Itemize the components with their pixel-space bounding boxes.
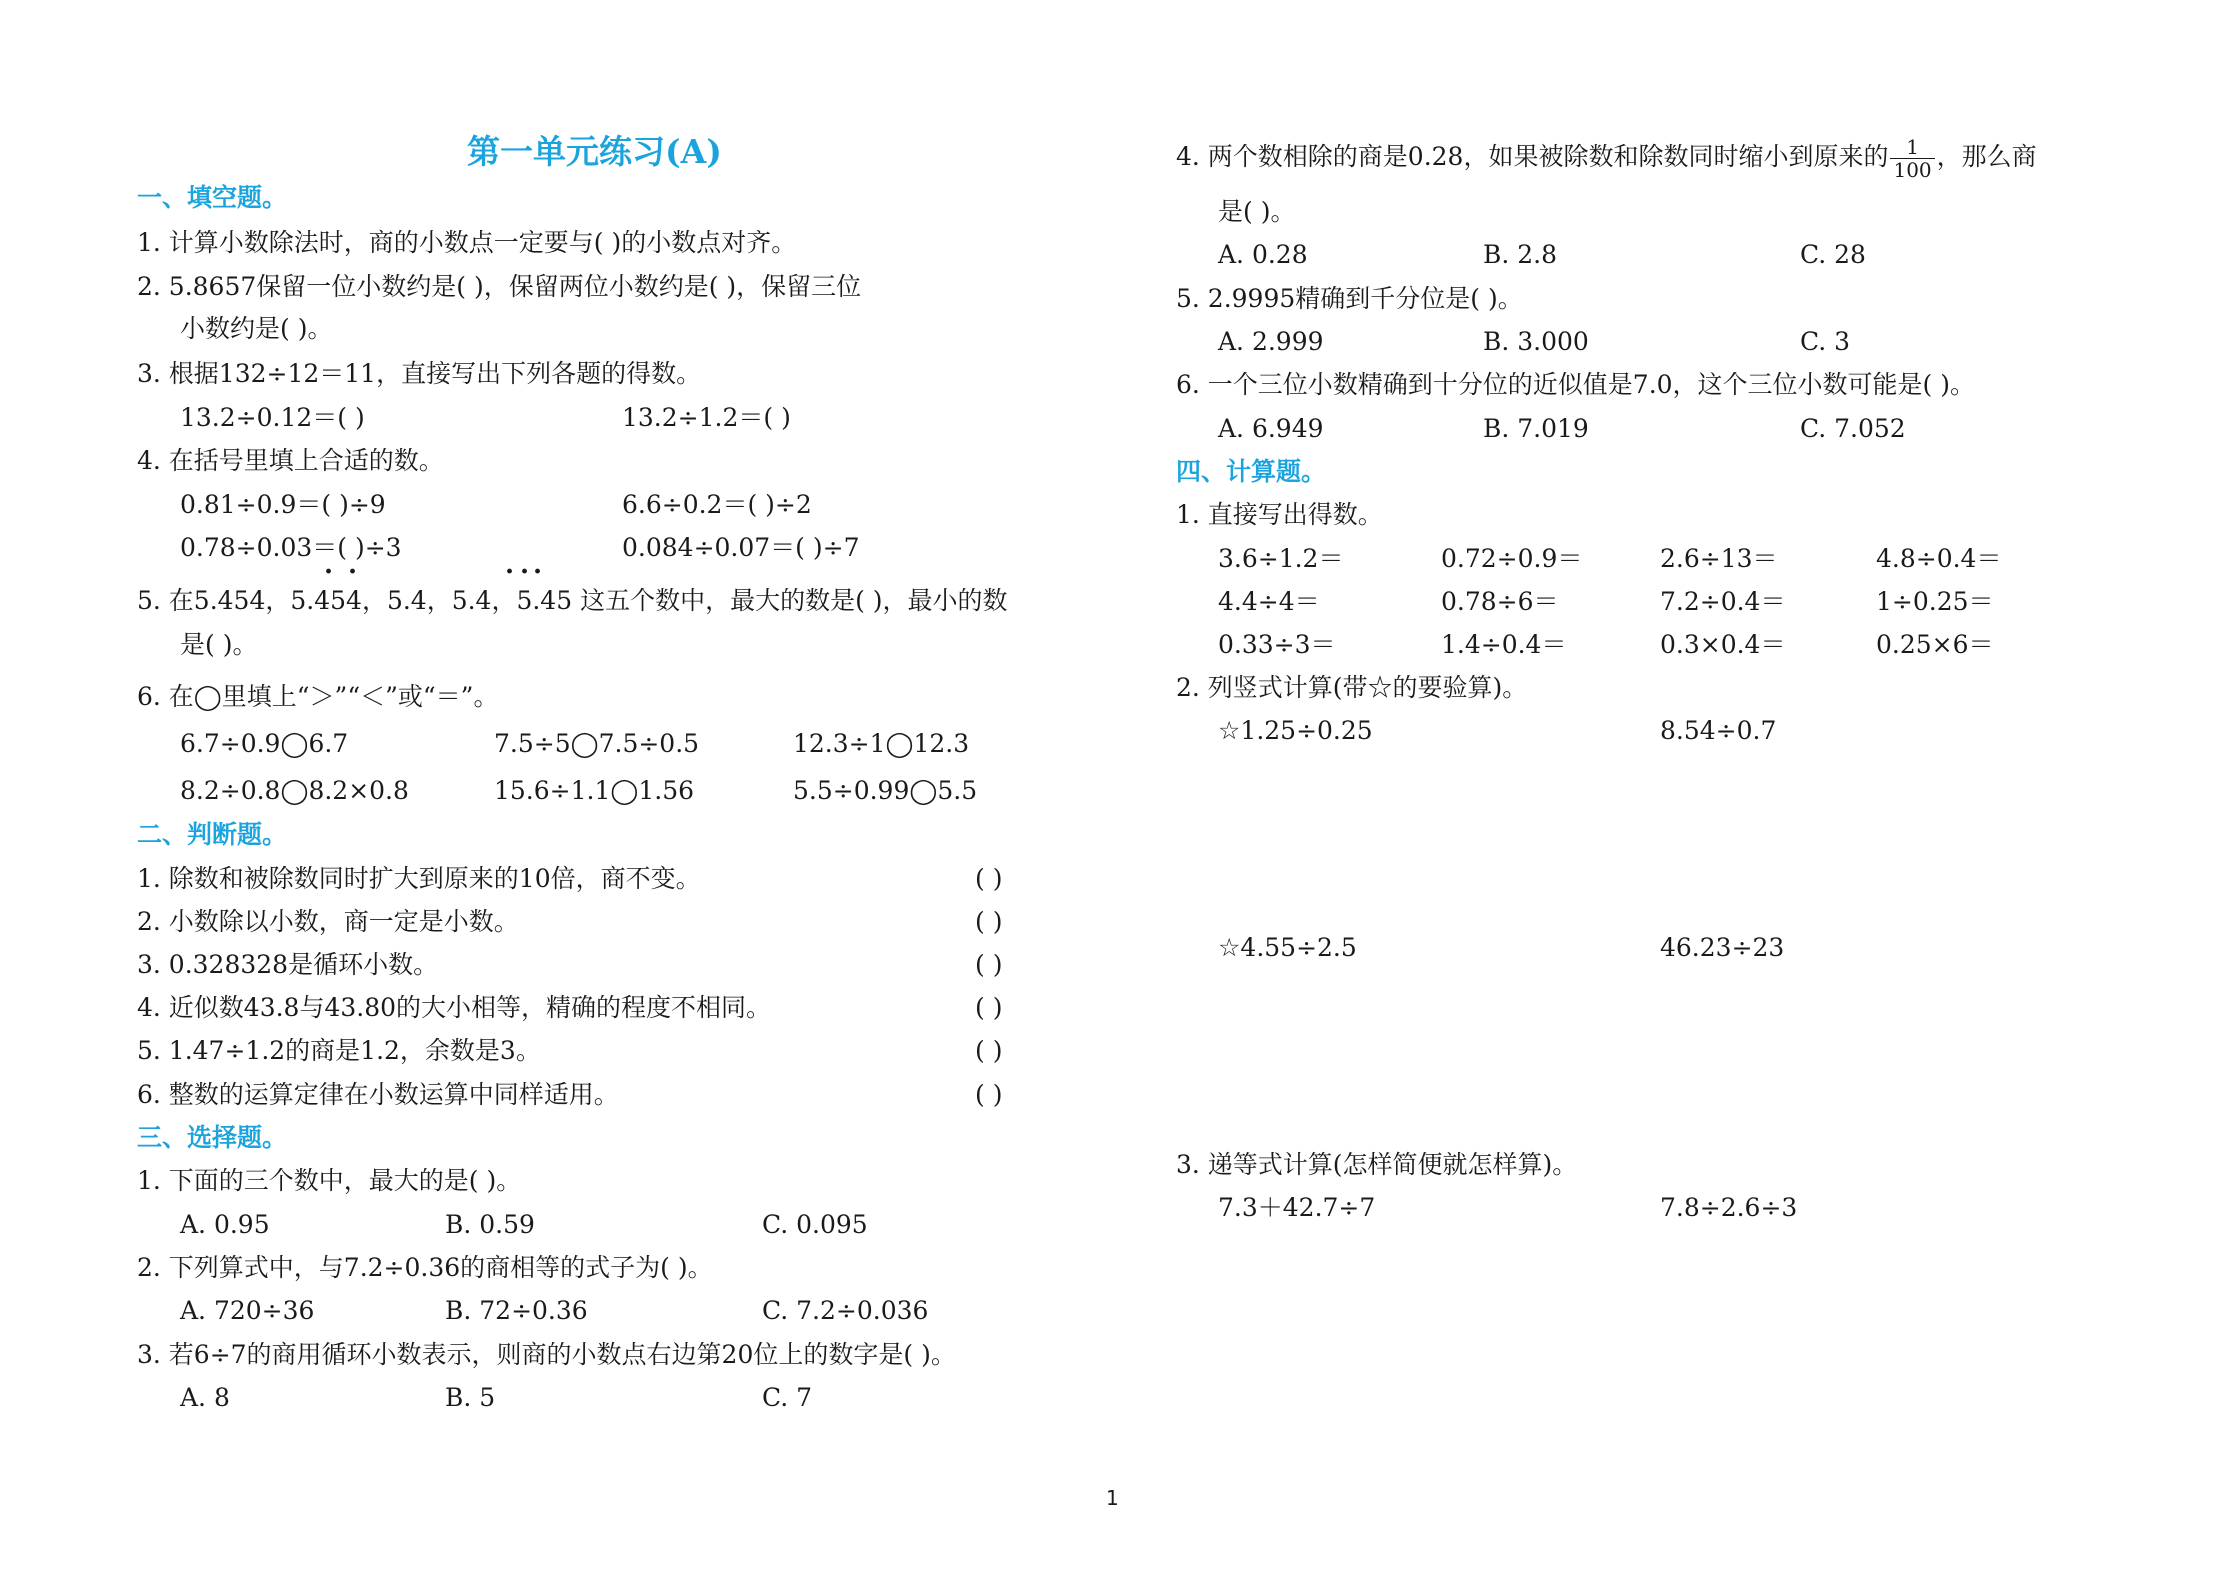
choice-q5-a: A. 2.999 <box>1218 327 1324 356</box>
judge-q2: 2. 小数除以小数，商一定是小数。 <box>137 907 519 936</box>
choice-q1: 1. 下面的三个数中，最大的是( )。 <box>137 1166 522 1195</box>
choice-q2: 2. 下列算式中，与7.2÷0.36的商相等的式子为( )。 <box>137 1253 713 1282</box>
calc-q3-item2: 7.8÷2.6÷3 <box>1660 1193 1798 1222</box>
calc-q2-item4: 46.23÷23 <box>1660 933 1785 962</box>
fill-q6-item4: 8.2÷0.8◯8.2×0.8 <box>180 776 409 805</box>
judge-q5: 5. 1.47÷1.2的商是1.2，余数是3。 <box>137 1036 541 1065</box>
choice-q1-c: C. 0.095 <box>762 1210 868 1239</box>
choice-q3-b: B. 5 <box>445 1383 496 1412</box>
fill-q3-item2: 13.2÷1.2＝( ) <box>622 403 791 432</box>
fill-q2-line1: 2. 5.8657保留一位小数约是( )，保留两位小数约是( )，保留三位 <box>137 272 862 301</box>
fraction <box>1890 136 1934 181</box>
choice-q5: 5. 2.9995精确到千分位是( )。 <box>1176 284 1523 313</box>
calc-r1-1: 3.6÷1.2＝ <box>1218 544 1344 573</box>
choice-q6-c: C. 7.052 <box>1800 414 1906 443</box>
fill-q4-item2: 6.6÷0.2＝( )÷2 <box>622 490 812 519</box>
judge-q6: 6. 整数的运算定律在小数运算中同样适用。 <box>137 1080 619 1109</box>
fill-q6-item6: 5.5÷0.99◯5.5 <box>793 776 978 805</box>
choice-q5-b: B. 3.000 <box>1483 327 1589 356</box>
fill-q5-line2: 是( )。 <box>180 630 258 659</box>
page-title: 第一单元练习(A) <box>467 132 722 171</box>
fill-q6-item2: 7.5÷5◯7.5÷0.5 <box>494 729 700 758</box>
calc-r2-2: 0.78÷6＝ <box>1441 587 1559 616</box>
fill-q3: 3. 根据132÷12＝11，直接写出下列各题的得数。 <box>137 359 702 388</box>
fraction-denominator: 100 <box>1893 158 1932 182</box>
fill-q6-item3: 12.3÷1◯12.3 <box>793 729 970 758</box>
judge-q1: 1. 除数和被除数同时扩大到原来的10倍，商不变。 <box>137 864 701 893</box>
choice-q4-text: 4. 两个数相除的商是0.28，如果被除数和除数同时缩小到原来的 <box>1176 142 1889 171</box>
judge-q4: 4. 近似数43.8与43.80的大小相等，精确的程度不相同。 <box>137 993 772 1022</box>
choice-q4-b: B. 2.8 <box>1483 240 1558 269</box>
choice-q1-a: A. 0.95 <box>180 1210 270 1239</box>
choice-q2-b: B. 72÷0.36 <box>445 1296 588 1325</box>
choice-q6-b: B. 7.019 <box>1483 414 1589 443</box>
calc-q2-item1: ☆1.25÷0.25 <box>1218 716 1373 745</box>
calc-r2-1: 4.4÷4＝ <box>1218 587 1320 616</box>
choice-q3-c: C. 7 <box>762 1383 813 1412</box>
fill-q4: 4. 在括号里填上合适的数。 <box>137 446 444 475</box>
choice-q4-a: A. 0.28 <box>1218 240 1308 269</box>
section-fill-heading: 一、填空题。 <box>137 183 288 212</box>
choice-q3-a: A. 8 <box>180 1383 230 1412</box>
choice-q4-line2: 是( )。 <box>1218 197 1296 226</box>
calc-q1: 1. 直接写出得数。 <box>1176 500 1383 529</box>
repeat-dot: · <box>520 557 530 587</box>
fraction-numerator: 1 <box>1890 136 1934 159</box>
calc-r1-3: 2.6÷13＝ <box>1660 544 1778 573</box>
calc-q3-item1: 7.3＋42.7÷7 <box>1218 1193 1376 1222</box>
judge-answer-paren: ( ) <box>975 1036 1003 1065</box>
choice-q1-b: B. 0.59 <box>445 1210 535 1239</box>
fill-q4-item3: 0.78÷0.03＝( )÷3 <box>180 533 402 562</box>
calc-r2-3: 7.2÷0.4＝ <box>1660 587 1786 616</box>
section-calc-heading: 四、计算题。 <box>1176 457 1327 486</box>
choice-q3: 3. 若6÷7的商用循环小数表示，则商的小数点右边第20位上的数字是( )。 <box>137 1340 956 1369</box>
judge-answer-paren: ( ) <box>975 950 1003 979</box>
repeat-dot: · <box>348 557 358 587</box>
fill-q6-item1: 6.7÷0.9◯6.7 <box>180 729 349 758</box>
repeat-dot: · <box>505 557 515 587</box>
repeat-dot: · <box>533 557 543 587</box>
judge-q3: 3. 0.328328是循环小数。 <box>137 950 439 979</box>
calc-q3: 3. 递等式计算(怎样简便就怎样算)。 <box>1176 1150 1578 1179</box>
calc-r3-4: 0.25×6＝ <box>1876 630 1994 659</box>
judge-answer-paren: ( ) <box>975 1080 1003 1109</box>
choice-q2-c: C. 7.2÷0.036 <box>762 1296 929 1325</box>
fill-q4-item1: 0.81÷0.9＝( )÷9 <box>180 490 386 519</box>
calc-r3-2: 1.4÷0.4＝ <box>1441 630 1567 659</box>
fill-q3-item1: 13.2÷0.12＝( ) <box>180 403 365 432</box>
choice-q6: 6. 一个三位小数精确到十分位的近似值是7.0，这个三位小数可能是( )。 <box>1176 370 1976 399</box>
page-number: 1 <box>1106 1486 1119 1510</box>
judge-answer-paren: ( ) <box>975 993 1003 1022</box>
calc-q2-item2: 8.54÷0.7 <box>1660 716 1777 745</box>
fill-q6-item5: 15.6÷1.1◯1.56 <box>494 776 695 805</box>
judge-answer-paren: ( ) <box>975 907 1003 936</box>
fill-q6: 6. 在◯里填上“＞”“＜”或“＝”。 <box>137 682 499 711</box>
choice-q2-a: A. 720÷36 <box>180 1296 315 1325</box>
calc-q2: 2. 列竖式计算(带☆的要验算)。 <box>1176 673 1528 702</box>
fill-q4-item4: 0.084÷0.07＝( )÷7 <box>622 533 860 562</box>
choice-q4-text-tail: ，那么商 <box>1936 142 2037 171</box>
fill-q2-line2: 小数约是( )。 <box>180 314 333 343</box>
calc-r3-1: 0.33÷3＝ <box>1218 630 1336 659</box>
choice-q6-a: A. 6.949 <box>1218 414 1324 443</box>
judge-answer-paren: ( ) <box>975 864 1003 893</box>
fill-q1: 1. 计算小数除法时，商的小数点一定要与( )的小数点对齐。 <box>137 228 797 257</box>
section-choice-heading: 三、选择题。 <box>137 1123 288 1152</box>
repeat-dot: · <box>324 557 334 587</box>
choice-q4-c: C. 28 <box>1800 240 1866 269</box>
calc-r2-4: 1÷0.25＝ <box>1876 587 1994 616</box>
choice-q5-c: C. 3 <box>1800 327 1851 356</box>
calc-r1-2: 0.72÷0.9＝ <box>1441 544 1583 573</box>
calc-r1-4: 4.8÷0.4＝ <box>1876 544 2002 573</box>
fill-q5-line1: 5. 在5.454，5.454，5.4，5.4，5.45 这五个数中，最大的数是( )，最小的数 <box>137 586 1008 615</box>
calc-q2-item3: ☆4.55÷2.5 <box>1218 933 1357 962</box>
choice-q4-line1 <box>1176 136 2037 181</box>
section-judge-heading: 二、判断题。 <box>137 820 288 849</box>
calc-r3-3: 0.3×0.4＝ <box>1660 630 1786 659</box>
